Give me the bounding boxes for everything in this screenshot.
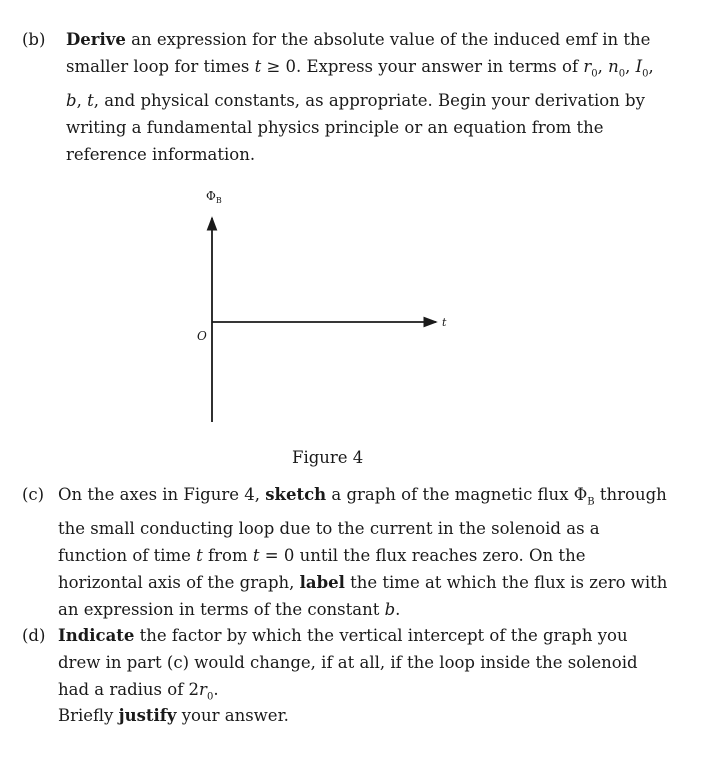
- part-b-verb: Derive: [66, 30, 126, 49]
- question-part-b: [22, 26, 672, 168]
- figure-caption: Figure 4: [292, 448, 364, 467]
- question-part-d: [22, 622, 672, 710]
- x-axis-label: t: [442, 316, 447, 329]
- part-d-text: Indicate the factor by which the vertical intercept of the graph you drew in part (c) would change, if at all, if the loop inside the solenoid had a radius of $2r_0$.: [58, 626, 638, 703]
- part-d-justify: Briefly justify your answer.: [58, 706, 289, 725]
- origin-label: O: [197, 329, 207, 343]
- part-d-label: (d): [22, 626, 46, 645]
- part-b-label: (b): [22, 30, 46, 49]
- question-part-c: [22, 481, 672, 623]
- part-b-text: Derive an expression for the absolute value of the induced emf in the smaller loop for times t ≥ 0. Express your answer in terms of $r_0$, $n_0$, $I_0$, b, t, and physical constants, as appropriate. Begin your derivation by writing a fundamental physics principle or an equation from the reference information.: [66, 30, 654, 165]
- part-c-label: (c): [22, 485, 45, 504]
- part-c-text: On the axes in Figure 4, sketch a graph of the magnetic flux $\Phi_B$ through the small conducting loop due to the current in the solenoid as a function of time t from t = 0 until the flux reaches zero. On the horizontal axis of the graph, label the time at which the flux is zero with an expression in terms of the constant b.: [58, 485, 668, 620]
- figure-4-axes[interactable]: [190, 180, 450, 430]
- y-axis-label: $\Phi_B$: [206, 189, 222, 205]
